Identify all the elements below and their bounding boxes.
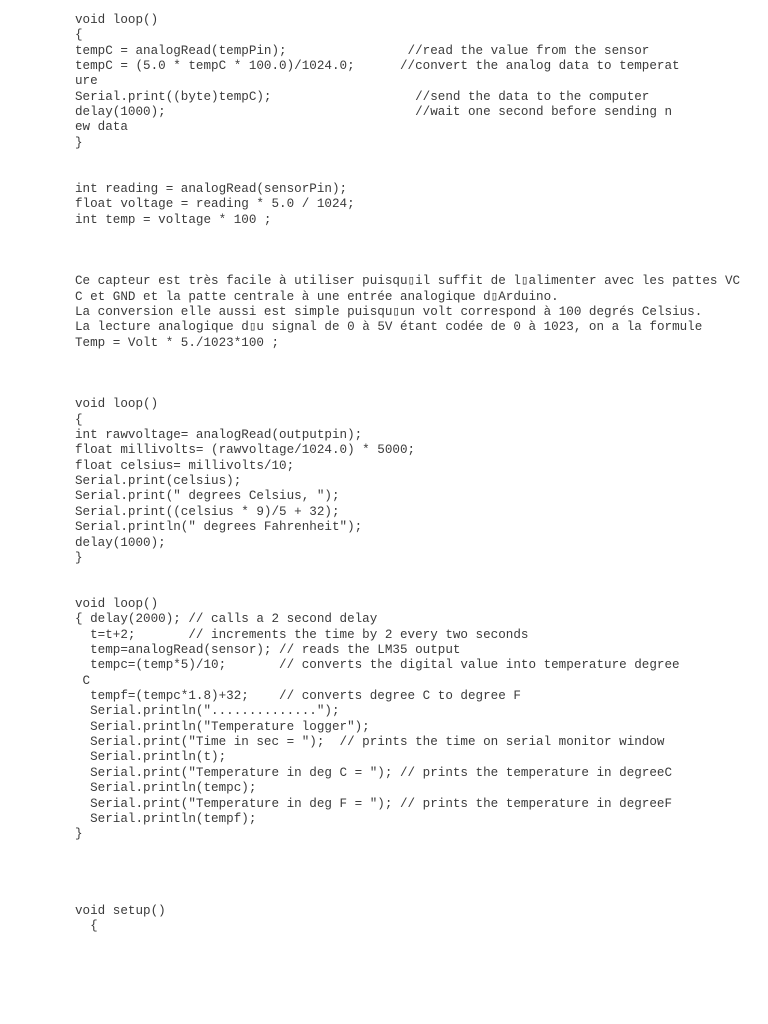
code-line: } — [75, 551, 83, 565]
code-line: void loop() — [75, 13, 159, 27]
code-line: Serial.print(celsius); — [75, 474, 242, 488]
code-line: int reading = analogRead(sensorPin); — [75, 182, 348, 196]
code-line: float celsius= millivolts/10; — [75, 459, 295, 473]
code-line: Serial.print("Temperature in deg C = "); // prints the temperature in degreeC — [75, 766, 673, 780]
code-line: float millivolts= (rawvoltage/1024.0) * 5000; — [75, 443, 416, 457]
code-line: Serial.println("Temperature logger"); — [75, 720, 370, 734]
code-line: void loop() — [75, 397, 159, 411]
code-line: ew data — [75, 120, 128, 134]
code-line: Serial.println(" degrees Fahrenheit"); — [75, 520, 363, 534]
code-line: Serial.println(t); — [75, 750, 227, 764]
code-line: int temp = voltage * 100 ; — [75, 213, 272, 227]
code-line: { — [75, 413, 83, 427]
code-line: { delay(2000); // calls a 2 second delay — [75, 612, 378, 626]
code-line: delay(1000); //wait one second before sending n — [75, 105, 673, 119]
code-line: tempc=(temp*5)/10; // converts the digital value into temperature degree — [75, 658, 680, 672]
text-line: Temp = Volt * 5./1023*100 ; — [75, 336, 280, 350]
code-line: { — [75, 28, 83, 42]
code-line: } — [75, 136, 83, 150]
code-line: void loop() — [75, 597, 159, 611]
code-line: Serial.println(tempc); — [75, 781, 257, 795]
code-line: int rawvoltage= analogRead(outputpin); — [75, 428, 363, 442]
text-line: C et GND et la patte centrale à une entrée analogique d▯Arduino. — [75, 290, 559, 304]
code-line: delay(1000); — [75, 536, 166, 550]
code-line: Serial.print("Time in sec = "); // prints the time on serial monitor window — [75, 735, 665, 749]
code-line: void setup() — [75, 904, 166, 918]
code-line: tempC = (5.0 * tempC * 100.0)/1024.0; //convert the analog data to temperat — [75, 59, 680, 73]
code-line: Serial.print((celsius * 9)/5 + 32); — [75, 505, 340, 519]
code-line: tempf=(tempc*1.8)+32; // converts degree C to degree F — [75, 689, 521, 703]
code-line: } — [75, 827, 83, 841]
code-line: Serial.print(" degrees Celsius, "); — [75, 489, 340, 503]
code-line: Serial.print("Temperature in deg F = "); // prints the temperature in degreeF — [75, 797, 673, 811]
code-line: ure — [75, 74, 98, 88]
code-line: tempC = analogRead(tempPin); //read the value from the sensor — [75, 44, 650, 58]
code-line: Serial.println(".............."); — [75, 704, 340, 718]
code-line: Serial.print((byte)tempC); //send the data to the computer — [75, 90, 650, 104]
text-line: Ce capteur est très facile à utiliser puisqu▯il suffit de l▯alimenter avec les pattes VC — [75, 274, 741, 288]
code-line: { — [75, 919, 98, 933]
text-line: La lecture analogique d▯u signal de 0 à 5V étant codée de 0 à 1023, on a la formule — [75, 320, 703, 334]
code-line: temp=analogRead(sensor); // reads the LM35 output — [75, 643, 461, 657]
code-line: Serial.println(tempf); — [75, 812, 257, 826]
text-line: La conversion elle aussi est simple puisqu▯un volt correspond à 100 degrés Celsius. — [75, 305, 703, 319]
code-line: float voltage = reading * 5.0 / 1024; — [75, 197, 355, 211]
code-line: t=t+2; // increments the time by 2 every two seconds — [75, 628, 529, 642]
code-line: C — [75, 674, 91, 688]
